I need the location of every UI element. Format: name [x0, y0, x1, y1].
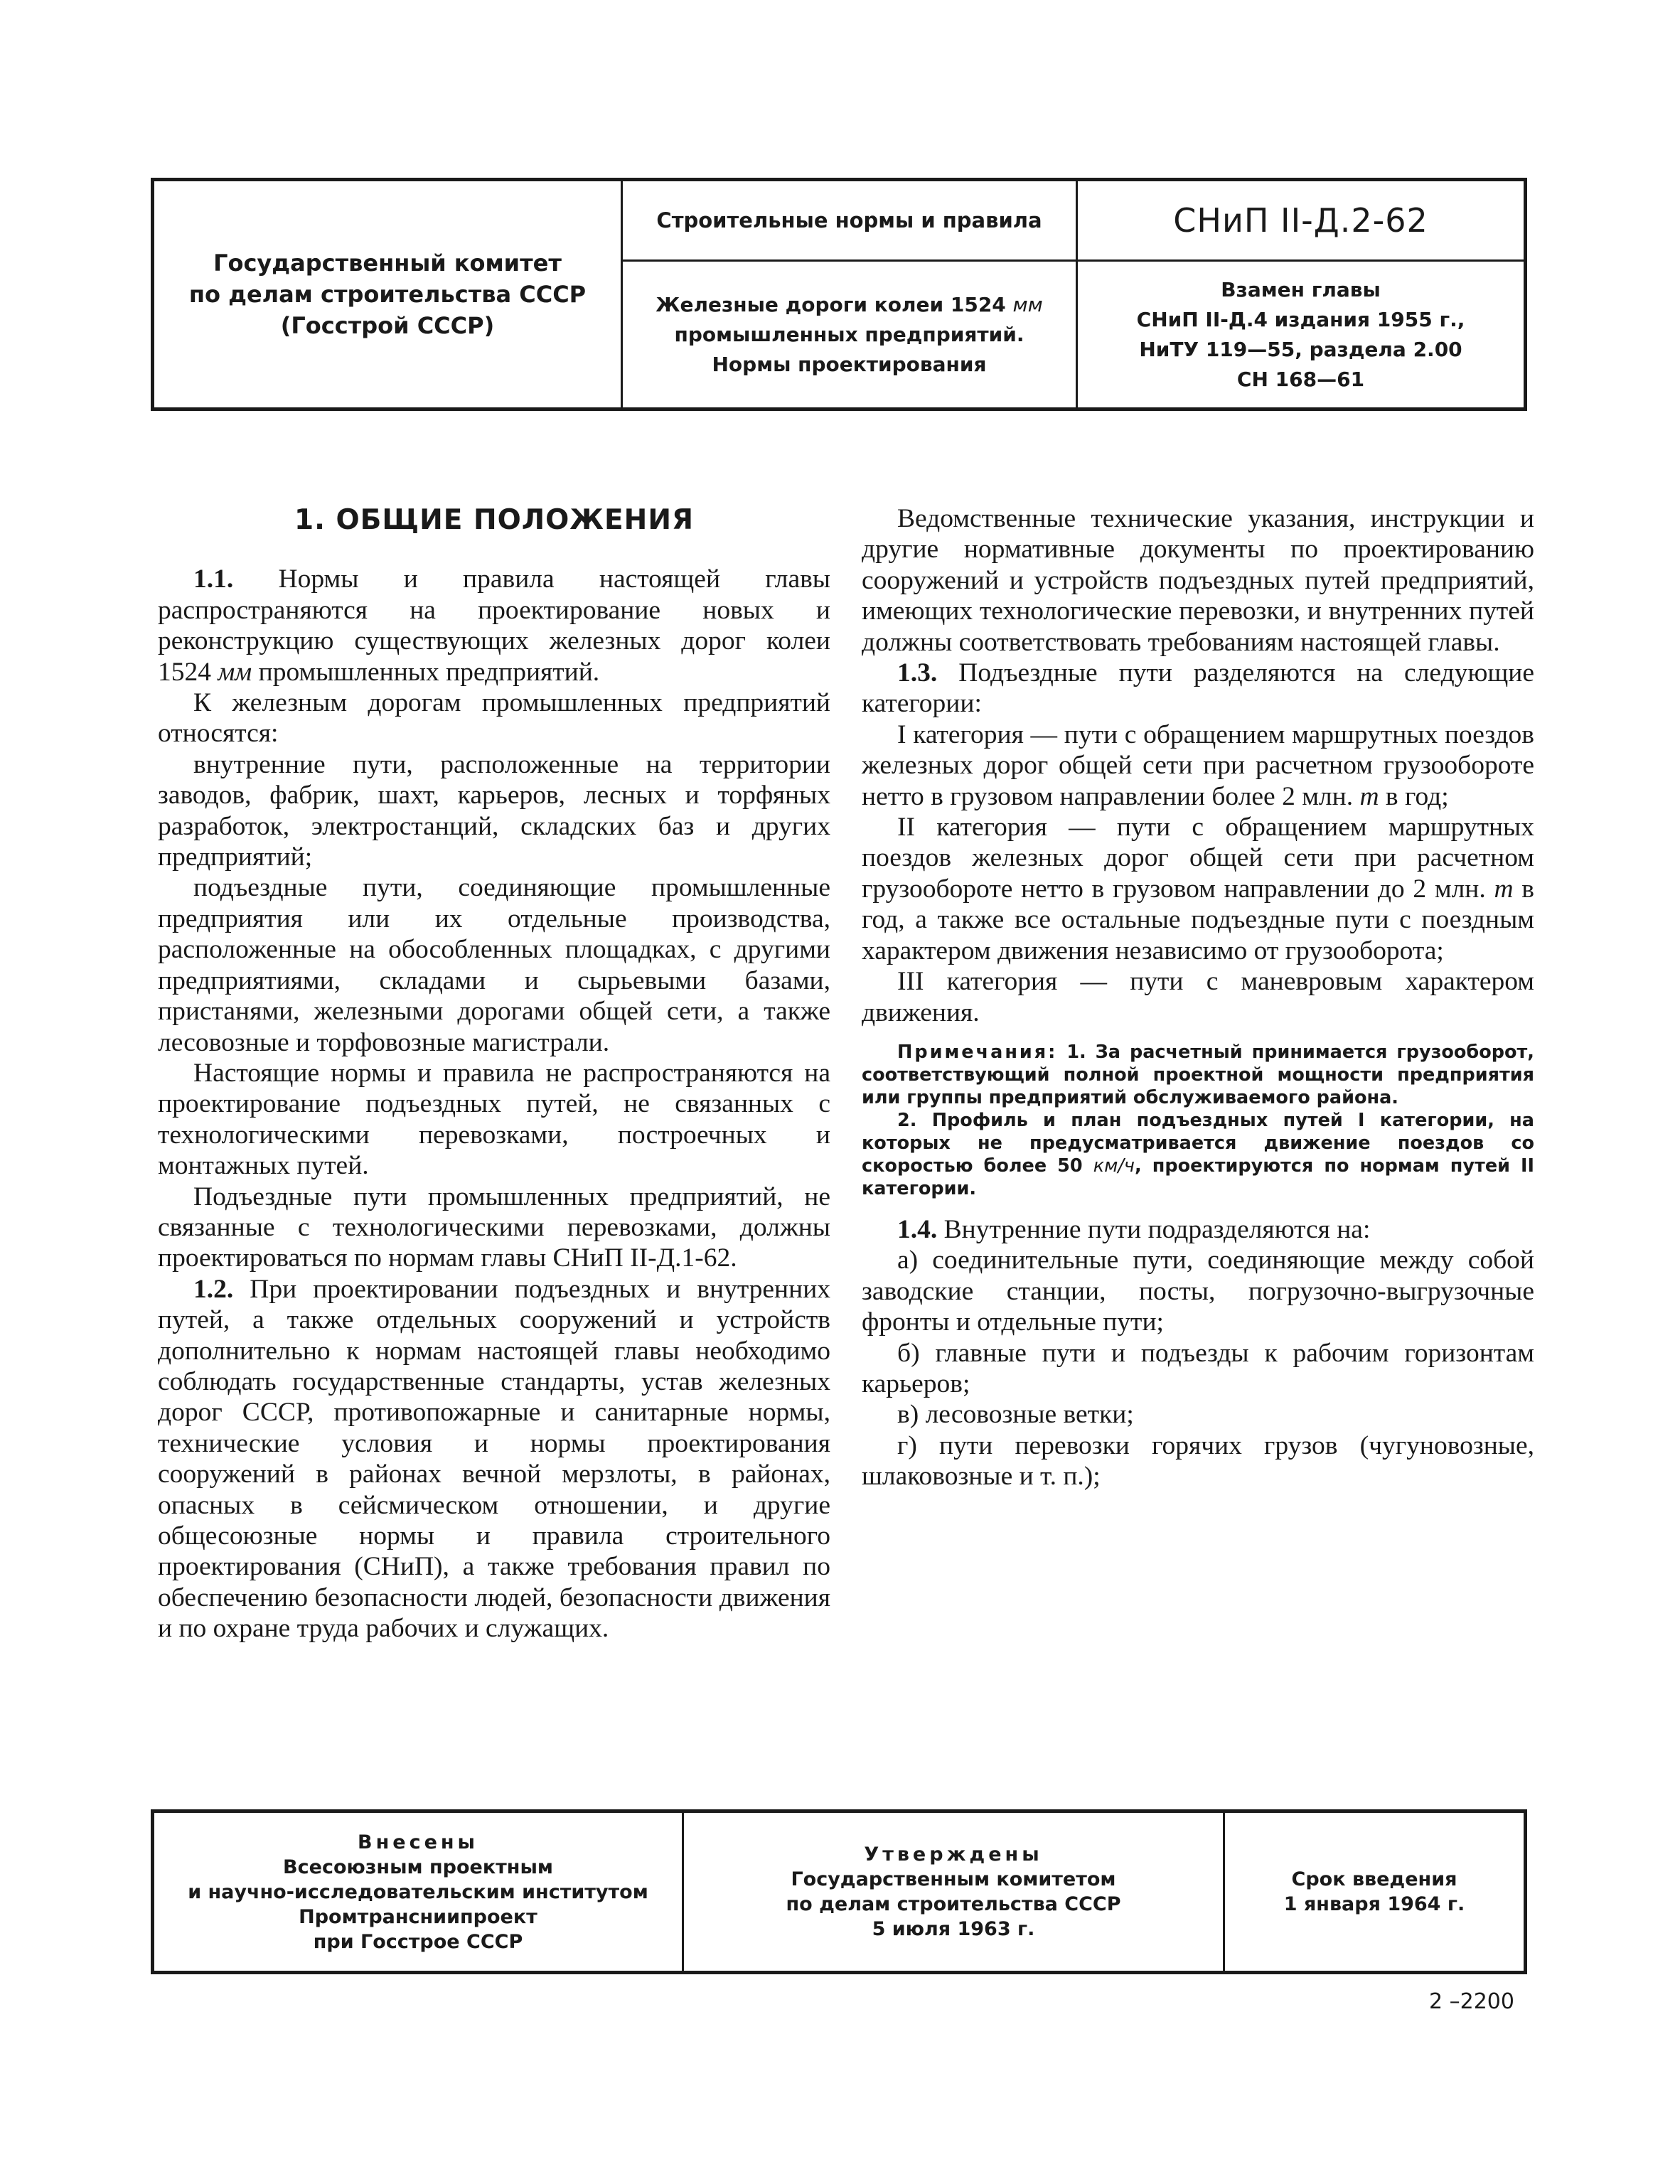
paragraph: К железным дорогам промышленных предприятий относятся:: [158, 688, 830, 749]
footer-table: [151, 1809, 1527, 1974]
title-text: промышленных предприятий. Нормы проектирования: [674, 322, 1024, 376]
clause-number: 1.1.: [193, 564, 234, 594]
unit: т: [1494, 874, 1514, 904]
list-item: а) соединительные пути, соединяющие между собой заводские станции, посты, погрузочно-выгрузочные фронты и отдельные пути;: [862, 1246, 1534, 1337]
notes-block: [862, 1041, 1534, 1200]
effective-date: 1 января 1964 г.: [1283, 1893, 1465, 1915]
clause-number: 1.2.: [193, 1274, 234, 1304]
approved-cell: [684, 1813, 1223, 1971]
clause-number: 1.3.: [897, 658, 938, 688]
list-item: в) лесовозные ветки;: [897, 1400, 1134, 1430]
list-item: б) главные пути и подъезды к рабочим горизонтам карьеров;: [862, 1338, 1534, 1398]
effective-cell: [1225, 1813, 1524, 1971]
paragraph-text: Внутренние пути подразделяются на:: [943, 1214, 1371, 1244]
submitted-cell: [154, 1813, 682, 1971]
paragraph: [862, 812, 1534, 966]
header-table: [151, 178, 1527, 411]
paragraph: III категория — пути с маневровым характером движения.: [862, 967, 1534, 1027]
paragraph: Настоящие нормы и правила не распространяются на проектирование подъездных путей, не связанных с технологическими перевозками, построечных и монтажных путей.: [158, 1058, 830, 1181]
paragraph: [862, 658, 1534, 719]
effective-label: Срок введения: [1291, 1868, 1457, 1890]
paragraph-text: Нормы и правила настоящей главы распространяются на проектирование новых и реконструкцию существующих железных дорог колеи 1524: [158, 564, 831, 687]
text-column-right: [862, 503, 1534, 1492]
clause-number: 1.4.: [897, 1214, 938, 1244]
paragraph: [862, 1214, 1534, 1245]
paragraph-text: Подъездные пути разделяются на следующие категории:: [862, 658, 1534, 719]
submitted-by: Всесоюзным проектным и научно-исследовательским институтом Промтрансниипроект при Госстрое СССР: [188, 1856, 648, 1953]
paragraph-text: в год;: [1379, 781, 1449, 811]
note: [862, 1109, 1534, 1200]
text-column-left: [158, 498, 830, 1644]
paragraph-text: При проектировании подъездных и внутренних путей, а также отдельных сооружений и устройств дополнительно к нормам настоящей главы необходимо соблюдать государственные стандарты, устав железных дорог СССР, противопожарные и санитарные нормы, технические условия и нормы проектирования сооружений в районах вечной мерзлоты, в районах, опасных в сейсмическом отношении, и другие общесоюзные нормы и правила строительного проектирования (СНиП), а также требования правил по обеспечению безопасности людей, безопасности движения и по охране труда рабочих и служащих.: [158, 1274, 831, 1644]
title-unit: мм: [1012, 292, 1043, 316]
paragraph: Подъездные пути промышленных предприятий, не связанные с технологическими перевозками, должны проектироваться по нормам главы СНиП II-Д.1-62.: [158, 1182, 830, 1273]
paragraph: Ведомственные технические указания, инструкции и другие нормативные документы по проектированию сооружений и устройств подъездных путей предприятий, имеющих технологические перевозки, и внутренних путей должны соответствовать требованиям настоящей главы.: [862, 504, 1534, 657]
approved-label: Утверждены: [864, 1843, 1043, 1866]
paragraph: [158, 1274, 830, 1644]
unit: км/ч: [1093, 1155, 1135, 1177]
paragraph-text: промышленных предприятий.: [252, 657, 600, 687]
note-text: , проектируются по нормам путей II категории.: [862, 1155, 1535, 1199]
note-text: 2. Профиль и план подъездных путей I категории, на которых не предусматривается движение поездов со скоростью более 50: [862, 1109, 1534, 1177]
notes-label: Примечания:: [897, 1041, 1058, 1063]
note-text: 1. За расчетный принимается грузооборот, соответствующий полной проектной мощности предприятия или группы предприятий обслуживаемого района.: [862, 1041, 1534, 1108]
paragraph: [862, 719, 1534, 812]
paragraph: внутренние пути, расположенные на территории заводов, фабрик, шахт, карьеров, лесных и торфяных разработок, электростанций, складских баз и других предприятий;: [158, 749, 830, 872]
list-item: г) пути перевозки горячих грузов (чугуновозные, шлаковозные и т. п.);: [862, 1430, 1534, 1492]
section-title: 1. ОБЩИЕ ПОЛОЖЕНИЯ: [294, 504, 694, 536]
paragraph-text: в год, а также все остальные подъездные пути с поездным характером движения независимо от грузооборота;: [862, 874, 1534, 965]
issuing-organization: Государственный комитет по делам строительства СССР (Госстрой СССР): [188, 250, 587, 339]
submitted-label: Внесены: [358, 1831, 478, 1853]
unit: т: [1359, 781, 1379, 811]
replaces-note: Взамен главы СНиП II-Д.4 издания 1955 г., НиТУ 119—55, раздела 2.00 СН 168—61: [1136, 277, 1465, 391]
unit: мм: [218, 657, 252, 687]
paragraph: [158, 564, 830, 687]
paragraph-text: II категория — пути с обращением маршрутных поездов железных дорог общей сети при расчетном грузообороте нетто в грузовом направлении до 2 млн.: [862, 813, 1534, 904]
title-text: Железные дороги колеи 1524: [656, 292, 1013, 316]
document-code: СНиП II-Д.2-62: [1173, 201, 1428, 240]
document-title: [623, 262, 1076, 407]
note: [862, 1041, 1534, 1109]
paragraph-text: I категория — пути с обращением маршрутных поездов железных дорог общей сети при расчетном грузообороте нетто в грузовом направлении более 2 млн.: [862, 719, 1534, 811]
standard-type: Строительные нормы и правила: [656, 208, 1042, 232]
paragraph: подъездные пути, соединяющие промышленные предприятия или их отдельные производства, расположенные на обособленных площадках, с другими предприятиями, складами и сырьевыми базами, пристанями, железными дорогами общей сети, а также лесовозные и торфовозные магистрали.: [158, 873, 830, 1057]
approved-by: Государственным комитетом по делам строительства СССР 5 июля 1963 г.: [786, 1868, 1121, 1940]
page-marker: 2 –2200: [1429, 1989, 1514, 2014]
